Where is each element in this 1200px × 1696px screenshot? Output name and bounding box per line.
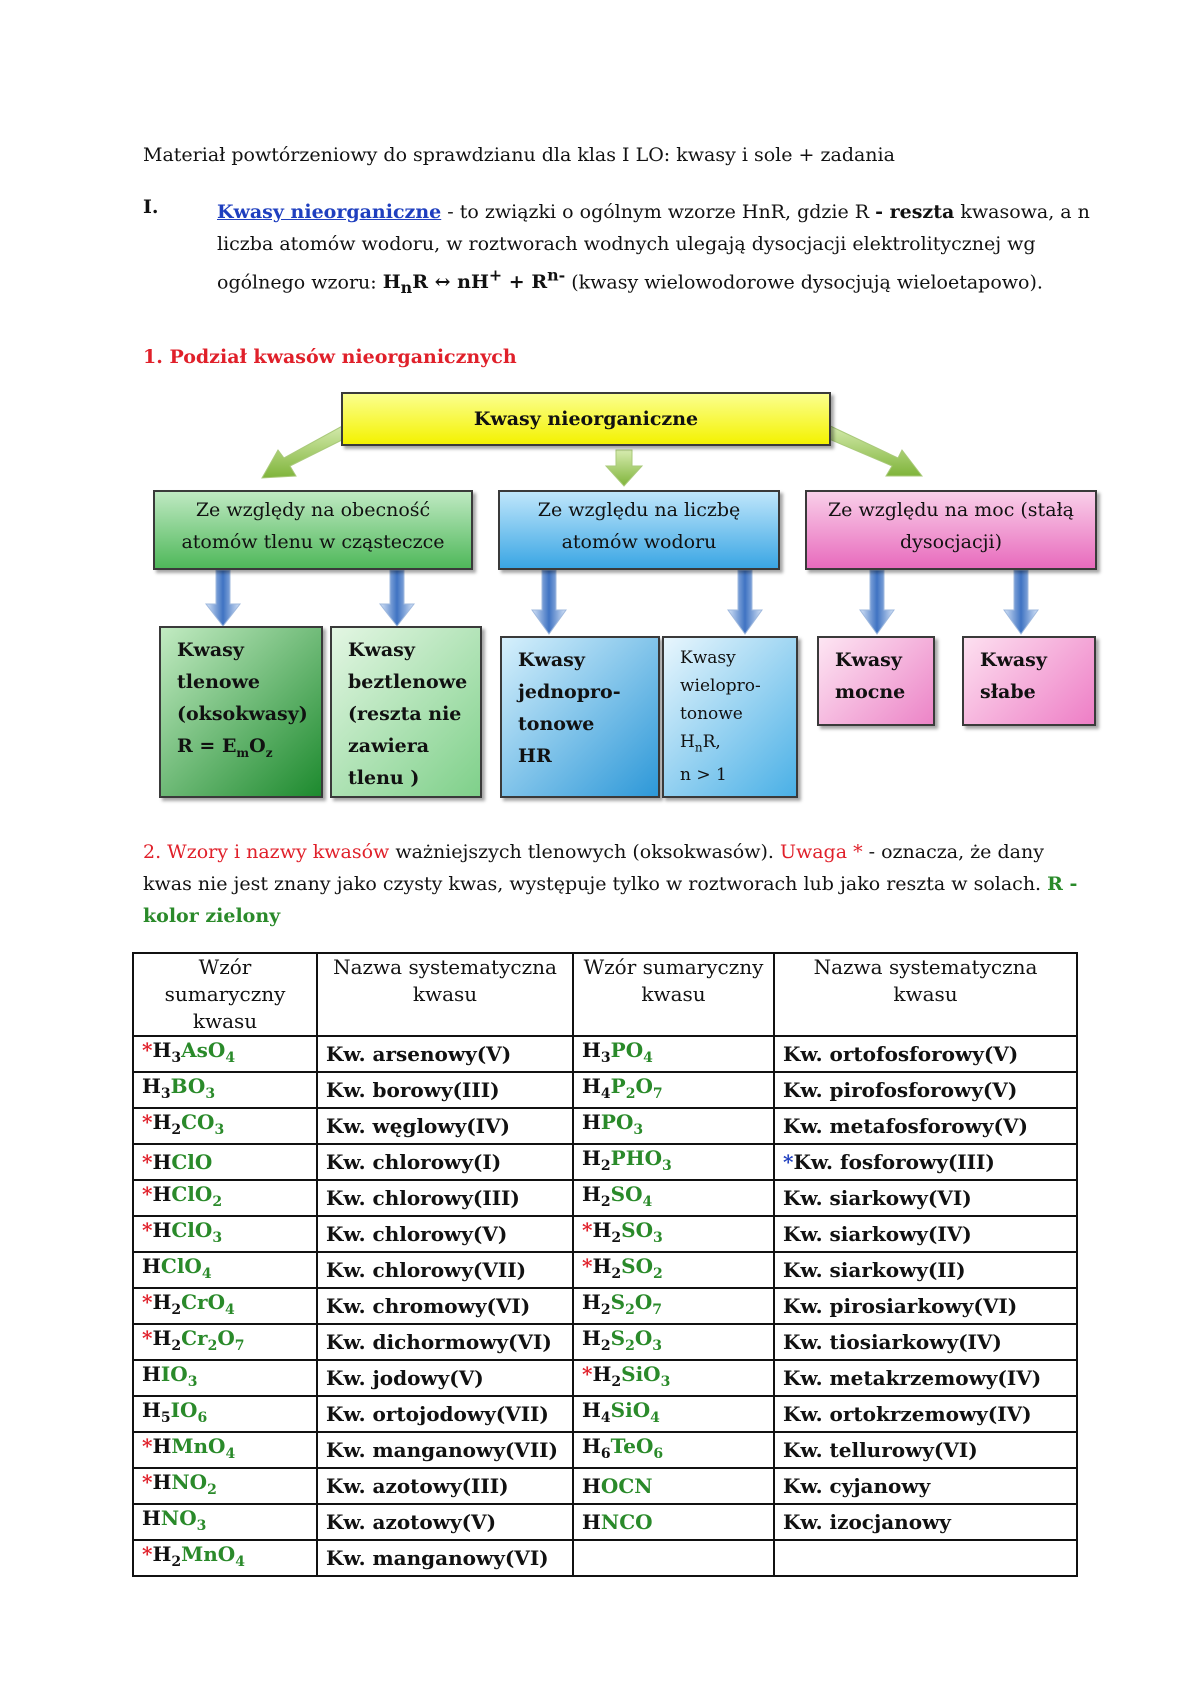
acid-name-cell: Kw. borowy(III) — [317, 1072, 573, 1108]
acid-name-cell: Kw. manganowy(VI) — [317, 1540, 573, 1576]
table-row — [133, 1360, 1077, 1396]
acid-name-cell: Kw. siarkowy(II) — [774, 1252, 1077, 1288]
acid-name-cell: Kw. cyjanowy — [774, 1468, 1077, 1504]
formula-cell: *HClO$_2$ — [133, 1180, 317, 1216]
formula-cell: *HMnO$_4$ — [133, 1432, 317, 1468]
table-row — [133, 1180, 1077, 1216]
table-row — [133, 1072, 1077, 1108]
heading-formulas — [143, 836, 1083, 932]
formula-cell: $*H_3AsO_4$ — [133, 1036, 317, 1072]
leaf-weak: Kwasy słabe — [962, 636, 1096, 726]
arrow-oxo — [206, 570, 240, 626]
formula-cell: $*H_2CrO_4$ — [133, 1288, 317, 1324]
diagram-root: Kwasy nieorganiczne — [341, 392, 831, 446]
heading-text: - oznacza, że dany kwas nie jest znany jako czysty kwas, występuje tylko w roztworach lub jako reszta w solach. — [143, 841, 1048, 895]
para-text: kwasowa, a n liczba atomów wodoru, w roztworach wodnych ulegają dysocjacji elektrolitycznej wg ogólnego wzoru: — [217, 201, 1090, 294]
table-row — [133, 1252, 1077, 1288]
formula-cell: HOCN — [573, 1468, 774, 1504]
formula-cell: $*H_2SO_3$ — [573, 1216, 774, 1252]
formula-cell: $H_6TeO_6$ — [573, 1432, 774, 1468]
acid-name-cell: *Kw. fosforowy(III) — [774, 1144, 1077, 1180]
heading-green: R - kolor zielony — [143, 873, 1078, 927]
arrow-poly — [728, 570, 762, 634]
arrow-nonoxo — [380, 570, 414, 626]
table-row — [133, 1324, 1077, 1360]
term-link[interactable]: Kwasy nieorganiczne — [217, 201, 442, 223]
arrow-to-strength — [822, 424, 922, 476]
formula-cell: $H_3BO_3$ — [133, 1072, 317, 1108]
formula-cell: $HIO_3$ — [133, 1360, 317, 1396]
col-header: Nazwa systematyczna kwasu — [774, 953, 1077, 1036]
heading-red: Uwaga * — [779, 841, 869, 863]
acid-name-cell: Kw. manganowy(VII) — [317, 1432, 573, 1468]
para-text: - reszta — [875, 201, 955, 223]
acid-name-cell: Kw. chlorowy(I) — [317, 1144, 573, 1180]
table-row — [133, 1108, 1077, 1144]
table-row — [133, 1036, 1077, 1072]
col-header: Wzór sumaryczny kwasu — [573, 953, 774, 1036]
para-text: - to związki o ogólnym wzorze HnR, gdzie R — [441, 201, 876, 223]
formula-cell: $H_2PHO_3$ — [573, 1144, 774, 1180]
formula-cell: *HClO$_3$ — [133, 1216, 317, 1252]
category-oxygen: Ze względy na obecność atomów tlenu w cząsteczce — [153, 490, 473, 570]
formula-cell: $*H_2SiO_3$ — [573, 1360, 774, 1396]
acid-name-cell: Kw. ortojodowy(VII) — [317, 1396, 573, 1432]
arrow-to-oxygen — [262, 424, 350, 478]
formula-cell: *HClO — [133, 1144, 317, 1180]
acid-name-cell: Kw. tiosiarkowy(IV) — [774, 1324, 1077, 1360]
acid-name-cell: Kw. pirofosforowy(V) — [774, 1072, 1077, 1108]
category-hydrogen: Ze względu na liczbę atomów wodoru — [498, 490, 780, 570]
acid-name-cell: Kw. ortofosforowy(V) — [774, 1036, 1077, 1072]
leaf-nonoxoacids: Kwasy beztlenowe (reszta nie zawiera tlenu ) — [330, 626, 482, 798]
table-row — [133, 1432, 1077, 1468]
col-header: Nazwa systematyczna kwasu — [317, 953, 573, 1036]
formula: $H_nR$ ↔ $nH^+ + R^{n-}$ — [382, 266, 566, 298]
arrow-mono — [532, 570, 566, 634]
acid-name-cell: Kw. jodowy(V) — [317, 1360, 573, 1396]
section-number: I. — [143, 196, 159, 218]
acid-name-cell: Kw. tellurowy(VI) — [774, 1432, 1077, 1468]
formula-cell: HNCO — [573, 1504, 774, 1540]
formula-cell: $H_5IO_6$ — [133, 1396, 317, 1432]
formula-cell: $*H_2Cr_2O_7$ — [133, 1324, 317, 1360]
formula-cell: $HNO_3$ — [133, 1504, 317, 1540]
arrow-weak — [1004, 570, 1038, 634]
arrow-strong — [860, 570, 894, 634]
acid-name-cell: Kw. arsenowy(V) — [317, 1036, 573, 1072]
leaf-monoprotic: Kwasy jednopro- tonowe HR — [500, 636, 660, 798]
acid-name-cell: Kw. pirosiarkowy(VI) — [774, 1288, 1077, 1324]
leaf-polyprotic: Kwasy wielopro- tonowe $H_nR$, n > 1 — [662, 636, 798, 798]
acid-name-cell: Kw. chromowy(VI) — [317, 1288, 573, 1324]
acid-name-cell: Kw. metafosforowy(V) — [774, 1108, 1077, 1144]
table-row — [133, 1288, 1077, 1324]
formula-cell: $H_4P_2O_7$ — [573, 1072, 774, 1108]
table-row — [133, 1216, 1077, 1252]
acid-name-cell — [774, 1540, 1077, 1576]
heading-text: ważniejszych tlenowych (oksokwasów). — [389, 841, 780, 863]
acid-name-cell: Kw. metakrzemowy(IV) — [774, 1360, 1077, 1396]
acid-name-cell: Kw. dichormowy(VI) — [317, 1324, 573, 1360]
page-title: Materiał powtórzeniowy do sprawdzianu dla klas I LO: kwasy i sole + zadania — [143, 144, 895, 166]
formula-cell: $HPO_3$ — [573, 1108, 774, 1144]
formula-cell — [573, 1540, 774, 1576]
formula-cell: $*HNO_2$ — [133, 1468, 317, 1504]
heading-classification: 1. Podział kwasów nieorganicznych — [143, 346, 517, 368]
acid-name-cell: Kw. chlorowy(III) — [317, 1180, 573, 1216]
heading-red: 2. Wzory i nazwy kwasów — [143, 841, 390, 863]
acid-name-cell: Kw. izocjanowy — [774, 1504, 1077, 1540]
formula-cell: $H_2S_2O_3$ — [573, 1324, 774, 1360]
formula-cell: $*H_2MnO_4$ — [133, 1540, 317, 1576]
category-strength: Ze względu na moc (stałą dysocjacji) — [805, 490, 1097, 570]
formula-cell: $*H_2CO_3$ — [133, 1108, 317, 1144]
formula-cell: $H_2SO_4$ — [573, 1180, 774, 1216]
acid-name-cell: Kw. siarkowy(IV) — [774, 1216, 1077, 1252]
para-text: (kwasy wielowodorowe — [565, 271, 795, 294]
acid-name-cell: Kw. ortokrzemowy(IV) — [774, 1396, 1077, 1432]
table-row — [133, 1468, 1077, 1504]
acids-table — [132, 952, 1078, 1577]
acid-name-cell: Kw. węglowy(IV) — [317, 1108, 573, 1144]
col-header: Wzór sumaryczny kwasu — [133, 953, 317, 1036]
table-row — [133, 1504, 1077, 1540]
acid-name-cell: Kw. azotowy(III) — [317, 1468, 573, 1504]
formula-cell: $H_4SiO_4$ — [573, 1396, 774, 1432]
formula-cell: $*H_2SO_2$ — [573, 1252, 774, 1288]
acid-name-cell: Kw. azotowy(V) — [317, 1504, 573, 1540]
acid-name-cell: Kw. siarkowy(VI) — [774, 1180, 1077, 1216]
table-row — [133, 1396, 1077, 1432]
acid-name-cell: Kw. chlorowy(V) — [317, 1216, 573, 1252]
para-text: dysocjują wieloetapowo). — [794, 271, 1043, 294]
formula-cell: $H_3PO_4$ — [573, 1036, 774, 1072]
leaf-oxoacids: Kwasy tlenowe (oksokwasy) $R = E_mO_z$ — [159, 626, 323, 798]
acid-name-cell: Kw. chlorowy(VII) — [317, 1252, 573, 1288]
leaf-strong: Kwasy mocne — [817, 636, 935, 726]
formula-cell: HClO$_4$ — [133, 1252, 317, 1288]
arrow-to-hydrogen — [606, 450, 642, 486]
table-row — [133, 1144, 1077, 1180]
formula-cell: $H_2S_2O_7$ — [573, 1288, 774, 1324]
table-row — [133, 1540, 1077, 1576]
